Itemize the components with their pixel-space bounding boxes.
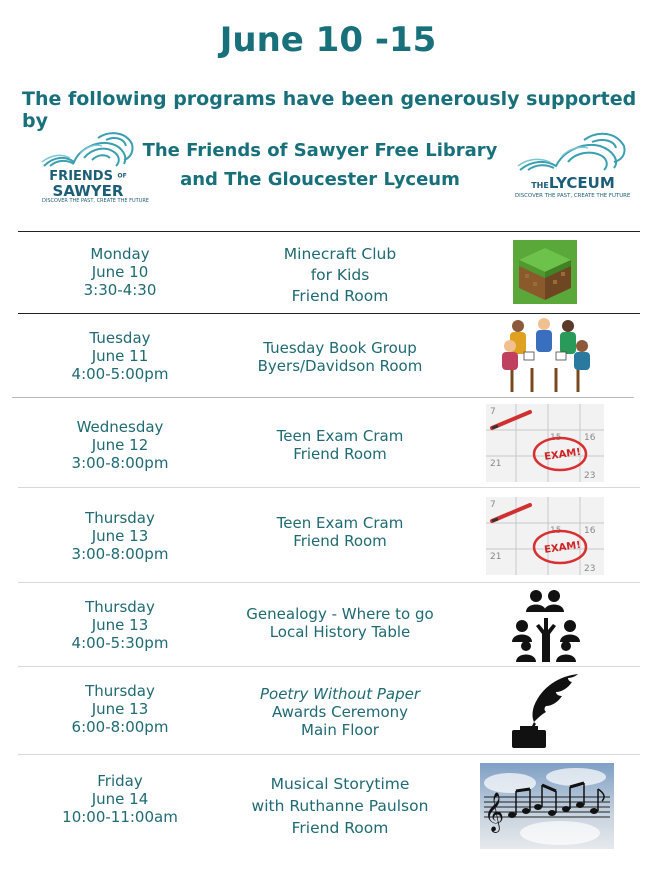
program-line: Minecraft Club [283,245,397,263]
music-notes-sky-icon [480,763,614,849]
program-line: Genealogy - Where to go [246,605,434,623]
lyceum-logo-tagline: DISCOVER THE PAST, CREATE THE FUTURE [515,193,631,199]
calendar-exam-text: EXAM! [543,446,582,463]
svg-text:16: 16 [584,526,596,536]
event-day: Monday [90,245,150,263]
svg-text:7: 7 [490,500,496,510]
row-divider [18,666,640,667]
exam-calendar-icon [486,404,604,482]
sponsors-line2: and The Gloucester Lyceum [180,169,460,190]
event-date: June 13 [91,616,149,634]
event-date-cell [40,418,200,472]
event-program-cell [220,773,460,839]
program-line: Tuesday Book Group [263,339,417,357]
program-line: Friend Room [293,532,387,550]
event-program-cell [220,244,460,307]
family-tree-icon [508,588,584,664]
program-line: Main Floor [301,721,379,739]
event-day: Friday [97,772,143,790]
svg-text:23: 23 [584,564,596,574]
event-date: June 13 [91,527,149,545]
supported-by-text: The following programs have been generously supported by [22,88,637,132]
program-line: Friend Room [291,819,389,837]
program-line: Poetry Without Paper [259,685,421,703]
svg-text:21: 21 [490,459,502,469]
event-date: June 13 [91,700,149,718]
program-line: Friend Room [291,287,389,305]
event-program-cell [220,514,460,550]
exam-calendar-icon [486,497,604,575]
event-date-cell [40,245,200,299]
friends-logo-word-small: OF [117,172,127,180]
friends-logo-word2: SAWYER [52,182,124,200]
event-date: June 10 [91,263,149,281]
event-date: June 12 [91,436,149,454]
event-date: June 14 [91,790,149,808]
table-top-rule [18,231,640,232]
program-line: Awards Ceremony [271,703,409,721]
event-program-cell [220,605,460,641]
event-date: June 11 [91,347,149,365]
minecraft-grass-block-icon [513,240,577,304]
event-day: Wednesday [76,418,164,436]
sponsors-line1: The Friends of Sawyer Free Library [142,140,498,161]
event-date-cell [40,598,200,652]
event-day: Thursday [85,598,155,616]
book-group-people-icon [498,316,592,394]
event-date-cell [40,329,200,383]
event-date-cell [40,509,200,563]
lyceum-logo-word: LYCEUM [548,174,615,192]
row-divider [18,582,640,583]
program-line: for Kids [310,266,370,284]
page-title: June 10 -15 [219,20,437,60]
friends-logo-word1: FRIENDS [49,169,113,184]
program-line: Friend Room [293,445,387,463]
friends-of-sawyer-logo [40,126,149,204]
program-line: Byers/Davidson Room [257,357,423,375]
lyceum-logo [514,126,632,202]
event-time: 4:00-5:00pm [71,365,169,383]
svg-text:15: 15 [550,526,562,536]
svg-text:23: 23 [584,471,596,481]
event-time: 3:00-8:00pm [71,454,169,472]
event-day: Thursday [85,509,155,527]
wave-logo-icon [40,126,136,170]
row-divider [18,313,640,314]
svg-text:16: 16 [584,433,596,443]
event-program-cell [220,427,460,463]
svg-text:21: 21 [490,552,502,562]
event-time: 3:30-4:30 [83,281,157,299]
event-program-cell [220,339,460,375]
event-time: 10:00-11:00am [62,808,178,826]
svg-text:15: 15 [550,433,562,443]
event-program-cell [220,685,460,739]
event-date-cell [40,772,200,826]
event-day: Tuesday [89,329,151,347]
program-line: Teen Exam Cram [276,514,404,532]
event-time: 4:00-5:30pm [71,634,169,652]
svg-text:7: 7 [490,407,496,417]
program-line: Teen Exam Cram [276,427,404,445]
calendar-exam-text: EXAM! [543,539,582,556]
event-time: 3:00-8:00pm [71,545,169,563]
event-date-cell [40,682,200,736]
friends-logo-tagline: DISCOVER THE PAST, CREATE THE FUTURE [42,198,149,204]
event-day: Thursday [85,682,155,700]
program-line: Local History Table [269,623,411,641]
program-line: with Ruthanne Paulson [251,797,429,815]
sponsors-block [140,136,500,194]
row-divider [12,397,634,398]
row-divider [18,754,640,755]
svg-text:𝄞: 𝄞 [484,792,505,832]
lyceum-logo-word-small: THE [531,181,549,190]
row-divider [18,487,640,488]
event-time: 6:00-8:00pm [71,718,169,736]
quill-inkwell-icon [508,672,582,750]
program-line: Musical Storytime [270,775,410,793]
wave-logo-icon [514,126,632,174]
